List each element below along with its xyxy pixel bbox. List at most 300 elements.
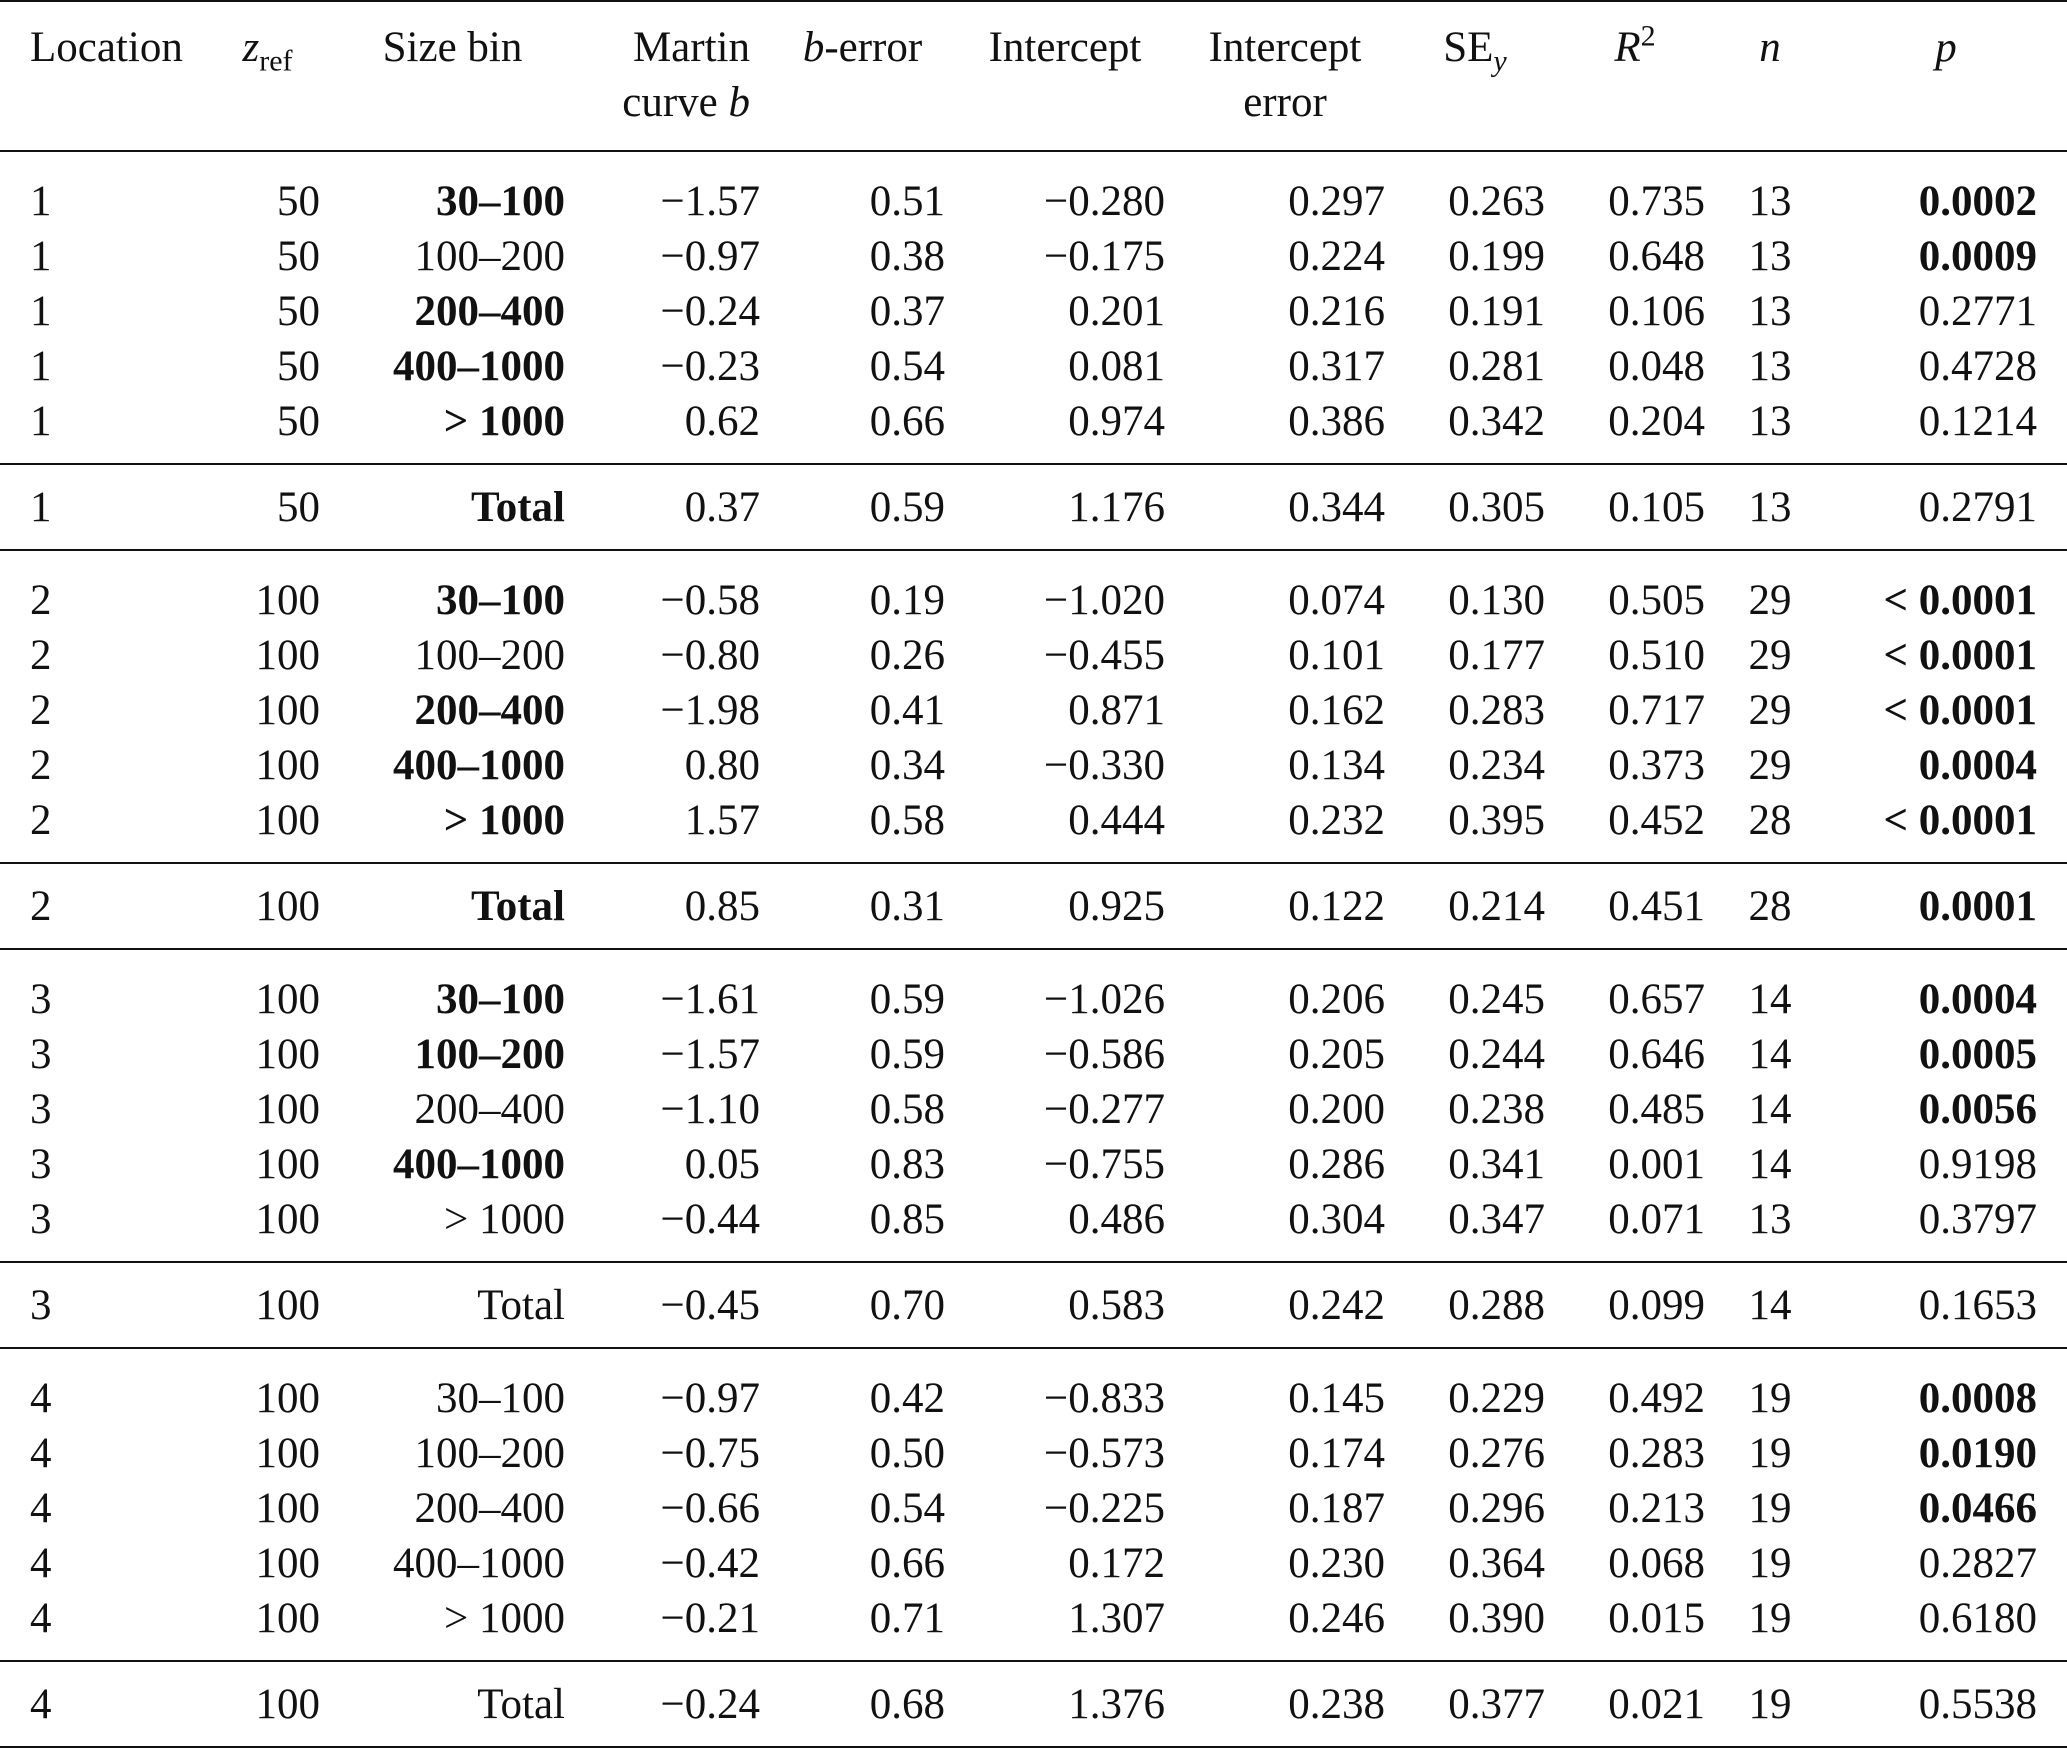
p-value-cell: 0.2791 [1825,464,2067,550]
p-value-cell: < 0.0001 [1883,632,2037,679]
table-row [0,683,2067,738]
intercept-error-cell: 0.216 [1288,288,1385,335]
martin-b-cell: 1.57 [684,797,760,844]
header-zref [205,1,330,151]
table-row [0,1027,2067,1082]
b-error-cell: 0.37 [869,288,945,335]
n-cell: 14 [1748,1031,1792,1078]
b-error-cell: 0.50 [869,1430,945,1477]
p-value-cell: 0.2827 [1918,1540,2037,1587]
location-cell: 1 [0,464,205,550]
zref-cell: 100 [255,1086,320,1133]
b-error-cell: 0.58 [869,1086,945,1133]
table-row [0,394,2067,464]
r-squared-cell: 0.717 [1608,687,1705,734]
se-y-cell: 0.364 [1448,1540,1545,1587]
header-r-squared [1555,1,1715,151]
p-value-cell: 0.0008 [1918,1375,2037,1422]
b-error-cell: 0.54 [869,343,945,390]
header-b-error [770,1,955,151]
intercept-error-cell: 0.174 [1288,1430,1385,1477]
size-bin-cell: Total [330,1262,575,1348]
p-value-cell: 0.0002 [1918,178,2037,225]
intercept-error-cell: 0.134 [1288,742,1385,789]
location-cell: 4 [30,1430,52,1477]
p-value-cell: < 0.0001 [1883,577,2037,624]
n-cell: 28 [1715,863,1825,949]
intercept-error-cell: 0.074 [1288,577,1385,624]
table-row [0,1137,2067,1192]
p-value-cell: 0.0190 [1918,1430,2037,1477]
n-cell: 14 [1748,1141,1792,1188]
se-y-cell: 0.281 [1448,343,1545,390]
martin-b-cell: −0.44 [660,1196,760,1243]
location-cell: 4 [30,1485,52,1532]
size-bin-cell: 400–1000 [393,1141,565,1188]
location-cell: 3 [30,976,52,1023]
size-bin-cell: 100–200 [414,632,565,679]
r-squared-cell: 0.213 [1608,1485,1705,1532]
martin-b-cell: 0.05 [684,1141,760,1188]
intercept-error-cell: 0.297 [1288,178,1385,225]
size-bin-cell: 30–100 [436,1375,565,1422]
n-cell: 14 [1748,1086,1792,1133]
p-value-cell: 0.0056 [1918,1086,2037,1133]
p-value-cell: < 0.0001 [1883,687,2037,734]
intercept-cell: 0.974 [1068,398,1165,445]
location-cell: 2 [30,797,52,844]
zref-cell: 100 [255,1196,320,1243]
r-squared-cell: 0.099 [1555,1262,1715,1348]
martin-b-cell: −0.80 [660,632,760,679]
zref-cell: 100 [255,976,320,1023]
b-error-cell: 0.59 [869,976,945,1023]
r-squared-cell: 0.204 [1608,398,1705,445]
location-cell: 4 [30,1595,52,1642]
n-cell: 29 [1748,632,1792,679]
intercept-cell: −0.280 [1043,178,1165,225]
header-martin-line1: Martin [632,24,750,71]
se-y-cell: 0.377 [1395,1661,1555,1747]
header-interr-line1: Intercept [1208,24,1362,71]
table-row [0,1591,2067,1661]
p-value-cell: 0.6180 [1918,1595,2037,1642]
size-bin-cell: 30–100 [436,577,565,624]
intercept-cell: −0.573 [1043,1430,1165,1477]
location-cell: 2 [30,687,52,734]
p-value-cell: 0.3797 [1918,1196,2037,1243]
zref-cell: 50 [277,398,320,445]
header-n: n [1715,1,1825,151]
martin-b-cell: 0.62 [684,398,760,445]
intercept-cell: 0.081 [1068,343,1165,390]
zref-cell: 100 [255,687,320,734]
n-cell: 28 [1748,797,1792,844]
r-squared-cell: 0.071 [1608,1196,1705,1243]
location-cell: 3 [0,1262,205,1348]
intercept-cell: 0.201 [1068,288,1165,335]
header-martin-b-symbol: b [728,79,750,126]
p-value-cell: 0.2771 [1918,288,2037,335]
b-error-cell: 0.68 [770,1661,955,1747]
zref-cell: 100 [205,1661,330,1747]
location-cell: 2 [0,863,205,949]
p-value-cell: 0.4728 [1918,343,2037,390]
intercept-error-cell: 0.206 [1288,976,1385,1023]
location-cell: 3 [30,1196,52,1243]
p-value-cell: 0.0005 [1918,1031,2037,1078]
martin-b-cell: −0.66 [660,1485,760,1532]
r-squared-cell: 0.452 [1608,797,1705,844]
header-r2-sup: 2 [1640,19,1656,53]
zref-cell: 50 [277,343,320,390]
zref-cell: 100 [255,1485,320,1532]
intercept-error-cell: 0.304 [1288,1196,1385,1243]
size-bin-cell: Total [330,464,575,550]
intercept-cell: −0.455 [1043,632,1165,679]
table-row [0,738,2067,793]
zref-cell: 100 [255,1430,320,1477]
martin-b-cell: −0.23 [660,343,760,390]
location-cell: 4 [0,1661,205,1747]
martin-b-cell: −0.58 [660,577,760,624]
r-squared-cell: 0.015 [1608,1595,1705,1642]
location-cell: 2 [30,632,52,679]
table-total-row [0,863,2067,949]
r-squared-cell: 0.505 [1608,577,1705,624]
intercept-error-cell: 0.344 [1175,464,1395,550]
location-cell: 4 [30,1375,52,1422]
zref-cell: 50 [277,178,320,225]
intercept-cell: −0.586 [1043,1031,1165,1078]
table-row [0,1348,2067,1426]
zref-cell: 100 [255,1375,320,1422]
intercept-cell: 0.172 [1068,1540,1165,1587]
r-squared-cell: 0.648 [1608,233,1705,280]
table-row [0,1082,2067,1137]
martin-b-cell: 0.80 [684,742,760,789]
location-cell: 1 [30,233,52,280]
intercept-error-cell: 0.246 [1288,1595,1385,1642]
header-berr-rest: -error [824,24,923,71]
p-value-cell: 0.5538 [1825,1661,2067,1747]
size-bin-cell: 400–1000 [393,742,565,789]
location-cell: 2 [30,742,52,789]
r-squared-cell: 0.106 [1608,288,1705,335]
martin-b-cell: −0.45 [575,1262,770,1348]
n-cell: 19 [1748,1375,1792,1422]
intercept-cell: 1.376 [955,1661,1175,1747]
r-squared-cell: 0.492 [1608,1375,1705,1422]
se-y-cell: 0.341 [1448,1141,1545,1188]
r-squared-cell: 0.657 [1608,976,1705,1023]
size-bin-cell: > 1000 [443,398,565,445]
size-bin-cell: 100–200 [414,1031,565,1078]
martin-b-cell: −0.97 [660,233,760,280]
r-squared-cell: 0.510 [1608,632,1705,679]
n-cell: 13 [1748,288,1792,335]
r-squared-cell: 0.735 [1608,178,1705,225]
b-error-cell: 0.31 [770,863,955,949]
se-y-cell: 0.191 [1448,288,1545,335]
r-squared-cell: 0.021 [1555,1661,1715,1747]
zref-cell: 100 [255,632,320,679]
header-location: Location [0,1,205,151]
martin-b-cell: −1.10 [660,1086,760,1133]
n-cell: 19 [1748,1595,1792,1642]
n-cell: 13 [1748,178,1792,225]
table-row [0,1192,2067,1262]
r-squared-cell: 0.001 [1608,1141,1705,1188]
header-berr-b: b [802,24,825,71]
location-cell: 1 [30,398,52,445]
b-error-cell: 0.59 [869,1031,945,1078]
b-error-cell: 0.19 [869,577,945,624]
size-bin-cell: 200–400 [414,1086,565,1133]
intercept-cell: 1.176 [955,464,1175,550]
intercept-error-cell: 0.230 [1288,1540,1385,1587]
size-bin-cell: 30–100 [436,976,565,1023]
martin-b-cell: −1.61 [660,976,760,1023]
intercept-cell: −1.020 [1043,577,1165,624]
p-value-cell: 0.0009 [1918,233,2037,280]
table-row [0,339,2067,394]
table-row [0,151,2067,229]
martin-b-cell: −1.57 [660,1031,760,1078]
b-error-cell: 0.54 [869,1485,945,1532]
martin-b-cell: −0.24 [575,1661,770,1747]
size-bin-cell: Total [330,863,575,949]
size-bin-cell: 30–100 [436,178,565,225]
p-value-cell: 0.1214 [1918,398,2037,445]
intercept-error-cell: 0.286 [1288,1141,1385,1188]
p-value-cell: 0.9198 [1918,1141,2037,1188]
intercept-cell: 0.583 [955,1262,1175,1348]
intercept-cell: 0.486 [1068,1196,1165,1243]
n-cell: 13 [1748,343,1792,390]
n-cell: 13 [1715,464,1825,550]
header-p: p [1825,1,2067,151]
header-martin-b [575,1,770,151]
location-cell: 3 [30,1031,52,1078]
martin-b-cell: −0.21 [660,1595,760,1642]
size-bin-cell: > 1000 [443,797,565,844]
se-y-cell: 0.347 [1448,1196,1545,1243]
intercept-error-cell: 0.101 [1288,632,1385,679]
p-value-cell: 0.0004 [1918,976,2037,1023]
martin-b-cell: −0.75 [660,1430,760,1477]
header-zref-sub: ref [259,44,293,78]
intercept-error-cell: 0.386 [1288,398,1385,445]
header-martin-line2: curve [622,79,718,126]
se-y-cell: 0.238 [1448,1086,1545,1133]
n-cell: 29 [1748,577,1792,624]
intercept-error-cell: 0.122 [1175,863,1395,949]
se-y-cell: 0.214 [1395,863,1555,949]
intercept-error-cell: 0.232 [1288,797,1385,844]
table-row [0,284,2067,339]
martin-b-cell: 0.85 [575,863,770,949]
se-y-cell: 0.305 [1395,464,1555,550]
header-r2-main: R [1614,24,1641,71]
size-bin-cell: 200–400 [414,1485,565,1532]
se-y-cell: 0.342 [1448,398,1545,445]
header-interr-line2: error [1243,79,1327,126]
martin-b-cell: −1.98 [660,687,760,734]
martin-b-cell: 0.37 [575,464,770,550]
martin-b-cell: −0.24 [660,288,760,335]
n-cell: 19 [1748,1485,1792,1532]
size-bin-cell: 200–400 [414,288,565,335]
se-y-cell: 0.283 [1448,687,1545,734]
zref-cell: 100 [255,1141,320,1188]
b-error-cell: 0.41 [869,687,945,734]
b-error-cell: 0.59 [770,464,955,550]
table-row [0,1426,2067,1481]
size-bin-cell: 400–1000 [393,1540,565,1587]
intercept-error-cell: 0.200 [1288,1086,1385,1133]
size-bin-cell: 100–200 [414,233,565,280]
intercept-error-cell: 0.205 [1288,1031,1385,1078]
r-squared-cell: 0.373 [1608,742,1705,789]
b-error-cell: 0.71 [869,1595,945,1642]
r-squared-cell: 0.283 [1608,1430,1705,1477]
intercept-error-cell: 0.224 [1288,233,1385,280]
se-y-cell: 0.199 [1448,233,1545,280]
b-error-cell: 0.66 [869,398,945,445]
table-body [0,151,2067,1747]
intercept-cell: −1.026 [1043,976,1165,1023]
n-cell: 19 [1748,1430,1792,1477]
b-error-cell: 0.26 [869,632,945,679]
n-cell: 13 [1748,1196,1792,1243]
header-sey-sub: y [1493,44,1507,78]
r-squared-cell: 0.485 [1608,1086,1705,1133]
b-error-cell: 0.66 [869,1540,945,1587]
size-bin-cell: Total [330,1661,575,1747]
location-cell: 1 [30,343,52,390]
intercept-error-cell: 0.238 [1175,1661,1395,1747]
se-y-cell: 0.244 [1448,1031,1545,1078]
table-total-row [0,1262,2067,1348]
location-cell: 3 [30,1141,52,1188]
n-cell: 13 [1748,233,1792,280]
n-cell: 29 [1748,687,1792,734]
table-row [0,1536,2067,1591]
header-intercept-error [1175,1,1395,151]
size-bin-cell: 100–200 [414,1430,565,1477]
zref-cell: 100 [255,797,320,844]
r-squared-cell: 0.068 [1608,1540,1705,1587]
zref-cell: 100 [205,1262,330,1348]
se-y-cell: 0.390 [1448,1595,1545,1642]
location-cell: 4 [30,1540,52,1587]
intercept-cell: 0.925 [955,863,1175,949]
table-row [0,793,2067,863]
intercept-error-cell: 0.187 [1288,1485,1385,1532]
table-row [0,949,2067,1027]
zref-cell: 100 [255,1540,320,1587]
b-error-cell: 0.70 [770,1262,955,1348]
intercept-cell: 0.444 [1068,797,1165,844]
se-y-cell: 0.130 [1448,577,1545,624]
p-value-cell: < 0.0001 [1883,797,2037,844]
intercept-error-cell: 0.162 [1288,687,1385,734]
martin-b-cell: −1.57 [660,178,760,225]
b-error-cell: 0.51 [869,178,945,225]
table-header-row [0,1,2067,151]
r-squared-cell: 0.646 [1608,1031,1705,1078]
b-error-cell: 0.58 [869,797,945,844]
intercept-cell: −0.833 [1043,1375,1165,1422]
table-row [0,1481,2067,1536]
intercept-cell: 1.307 [1068,1595,1165,1642]
intercept-cell: −0.330 [1043,742,1165,789]
p-value-cell: 0.1653 [1825,1262,2067,1348]
header-zref-main: z [242,24,260,71]
b-error-cell: 0.38 [869,233,945,280]
martin-b-cell: −0.42 [660,1540,760,1587]
se-y-cell: 0.276 [1448,1430,1545,1477]
n-cell: 19 [1715,1661,1825,1747]
table-total-row [0,1661,2067,1747]
zref-cell: 50 [277,288,320,335]
zref-cell: 50 [205,464,330,550]
intercept-cell: 0.871 [1068,687,1165,734]
b-error-cell: 0.34 [869,742,945,789]
header-intercept: Intercept [955,1,1175,151]
p-value-cell: 0.0466 [1918,1485,2037,1532]
n-cell: 14 [1715,1262,1825,1348]
zref-cell: 100 [255,1595,320,1642]
table-row [0,628,2067,683]
zref-cell: 100 [255,1031,320,1078]
se-y-cell: 0.245 [1448,976,1545,1023]
r-squared-cell: 0.451 [1555,863,1715,949]
se-y-cell: 0.177 [1448,632,1545,679]
se-y-cell: 0.296 [1448,1485,1545,1532]
zref-cell: 100 [255,742,320,789]
se-y-cell: 0.234 [1448,742,1545,789]
header-se-y [1395,1,1555,151]
zref-cell: 50 [277,233,320,280]
r-squared-cell: 0.105 [1555,464,1715,550]
b-error-cell: 0.85 [869,1196,945,1243]
r-squared-cell: 0.048 [1608,343,1705,390]
intercept-cell: −0.755 [1043,1141,1165,1188]
n-cell: 14 [1748,976,1792,1023]
size-bin-cell: 400–1000 [393,343,565,390]
header-sey-main: SE [1443,24,1494,71]
se-y-cell: 0.229 [1448,1375,1545,1422]
table-row [0,550,2067,628]
location-cell: 3 [30,1086,52,1133]
n-cell: 13 [1748,398,1792,445]
table-total-row [0,464,2067,550]
location-cell: 1 [30,178,52,225]
se-y-cell: 0.288 [1395,1262,1555,1348]
intercept-cell: −0.175 [1043,233,1165,280]
b-error-cell: 0.42 [869,1375,945,1422]
intercept-error-cell: 0.145 [1288,1375,1385,1422]
location-cell: 1 [30,288,52,335]
zref-cell: 100 [255,577,320,624]
table-row [0,229,2067,284]
size-bin-cell: > 1000 [443,1595,565,1642]
location-cell: 2 [30,577,52,624]
size-bin-cell: > 1000 [443,1196,565,1243]
header-size-bin: Size bin [330,1,575,151]
